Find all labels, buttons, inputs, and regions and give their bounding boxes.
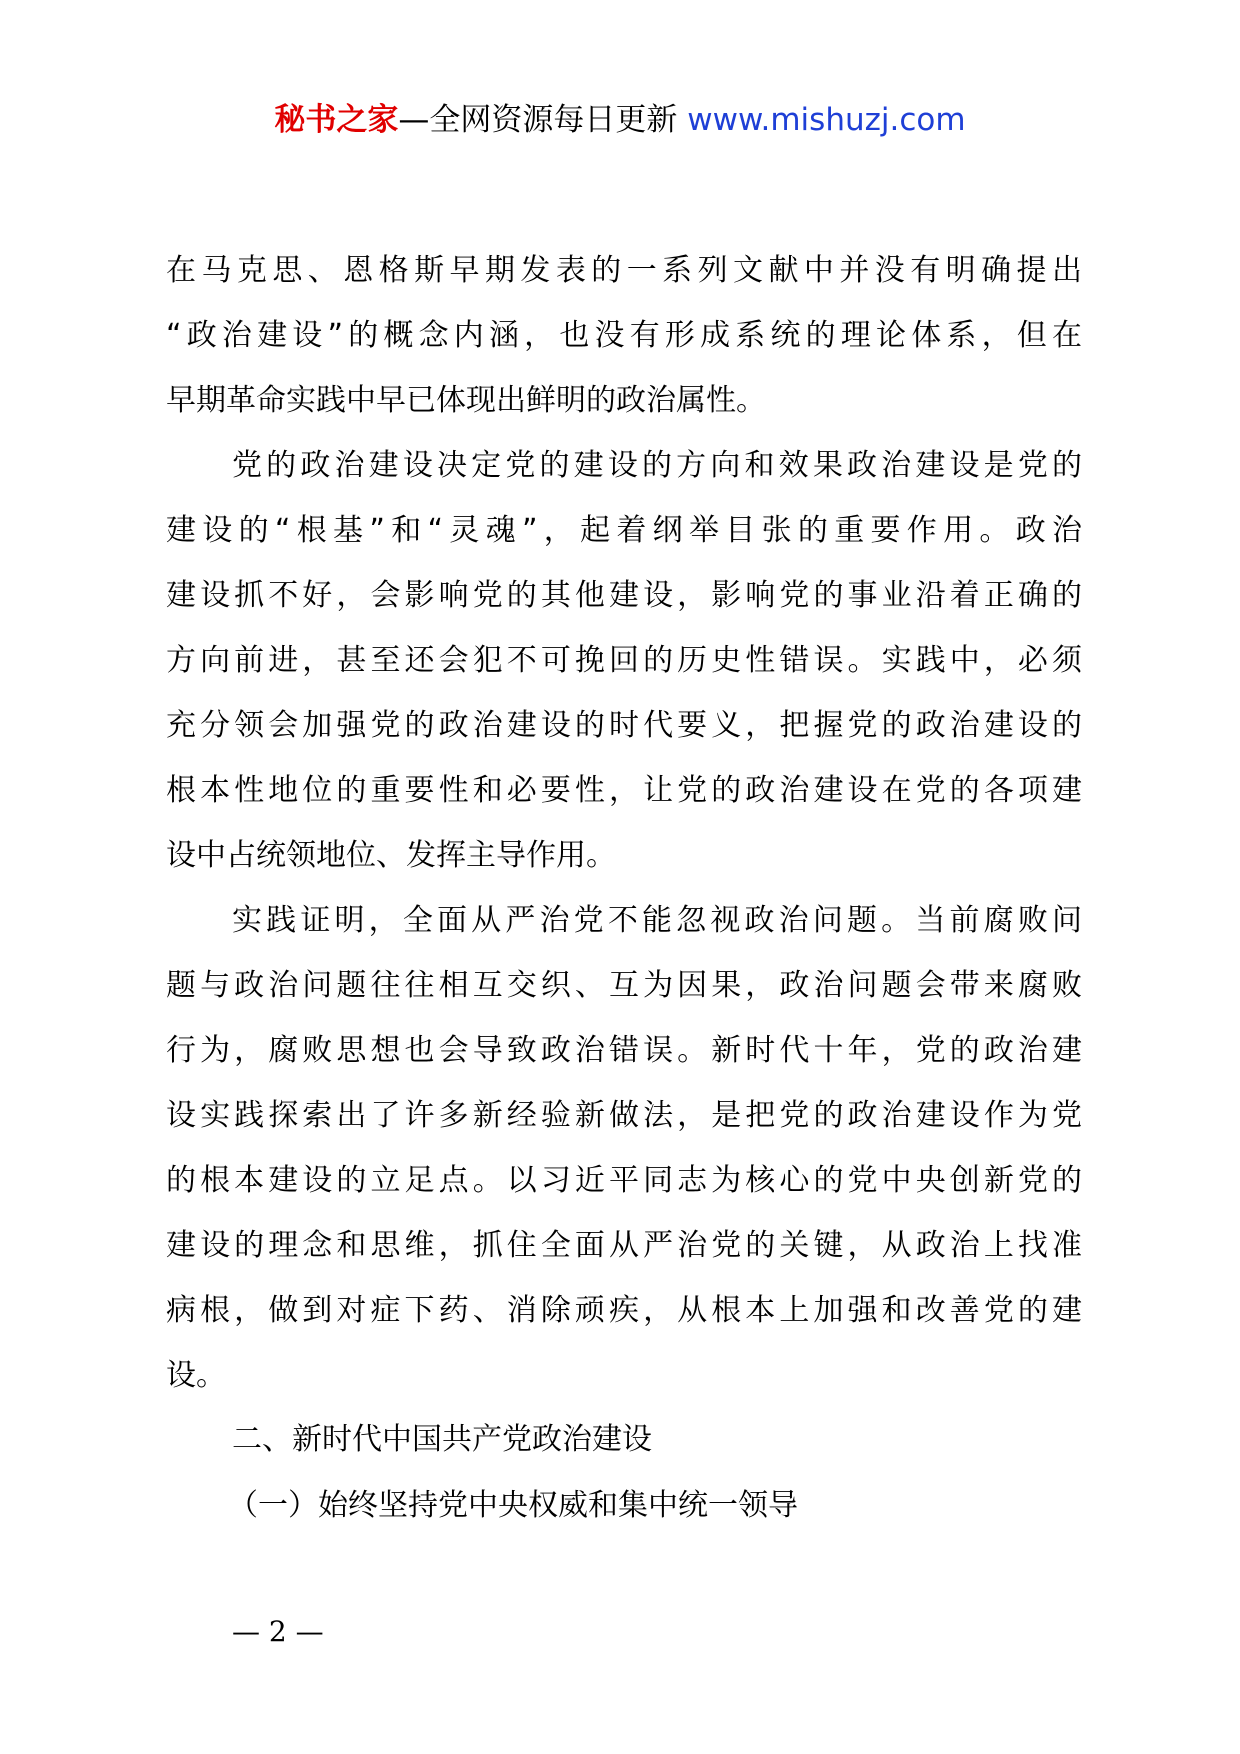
paragraph-line: 方向前进，甚至还会犯不可挽回的历史性错误。实践中，必须 (166, 643, 1082, 678)
paragraph-line: 行为，腐败思想也会导致政治错误。新时代十年，党的政治建 (166, 1033, 1082, 1068)
section-heading: 二、新时代中国共产党政治建设 (232, 1422, 652, 1457)
paragraph-line: 设中占统领地位、发挥主导作用。 (166, 838, 616, 873)
paragraph-line: 建设的“根基”和“灵魂”，起着纲举目张的重要作用。政治 (166, 513, 1082, 548)
paragraph-line: 设。 (166, 1358, 226, 1393)
page-header (0, 98, 1240, 142)
paragraph-line: 设实践探索出了许多新经验新做法，是把党的政治建设作为党 (166, 1098, 1082, 1133)
paragraph-line: 在马克思、恩格斯早期发表的一系列文献中并没有明确提出 (166, 253, 1082, 288)
paragraph-line: 党的政治建设决定党的建设的方向和效果政治建设是党的 (232, 448, 1082, 483)
site-url-link[interactable]: www.mishuzj.com (687, 102, 966, 138)
paragraph-line: 早期革命实践中早已体现出鲜明的政治属性。 (166, 383, 766, 418)
paragraph-line: 实践证明，全面从严治党不能忽视政治问题。当前腐败问 (232, 903, 1082, 938)
brand-name: 秘书之家 (274, 102, 399, 138)
document-body (166, 238, 1082, 1408)
subsection-heading: （一）始终坚持党中央权威和集中统一领导 (228, 1488, 798, 1523)
page-number: — 2 — (232, 1615, 324, 1648)
paragraph-line: 病根，做到对症下药、消除顽疾，从根本上加强和改善党的建 (166, 1293, 1082, 1328)
paragraph-line: 题与政治问题往往相互交织、互为因果，政治问题会带来腐败 (166, 968, 1082, 1003)
paragraph-line: 的根本建设的立足点。以习近平同志为核心的党中央创新党的 (166, 1163, 1082, 1198)
paragraph-line: 充分领会加强党的政治建设的时代要义，把握党的政治建设的 (166, 708, 1082, 743)
paragraph-line: 建设抓不好，会影响党的其他建设，影响党的事业沿着正确的 (166, 578, 1082, 613)
header-tagline: —全网资源每日更新 (398, 102, 678, 138)
paragraph-line: “政治建设”的概念内涵，也没有形成系统的理论体系，但在 (166, 318, 1082, 353)
paragraph-line: 根本性地位的重要性和必要性，让党的政治建设在党的各项建 (166, 773, 1082, 808)
paragraph-line: 建设的理念和思维，抓住全面从严治党的关键，从政治上找准 (166, 1228, 1082, 1263)
